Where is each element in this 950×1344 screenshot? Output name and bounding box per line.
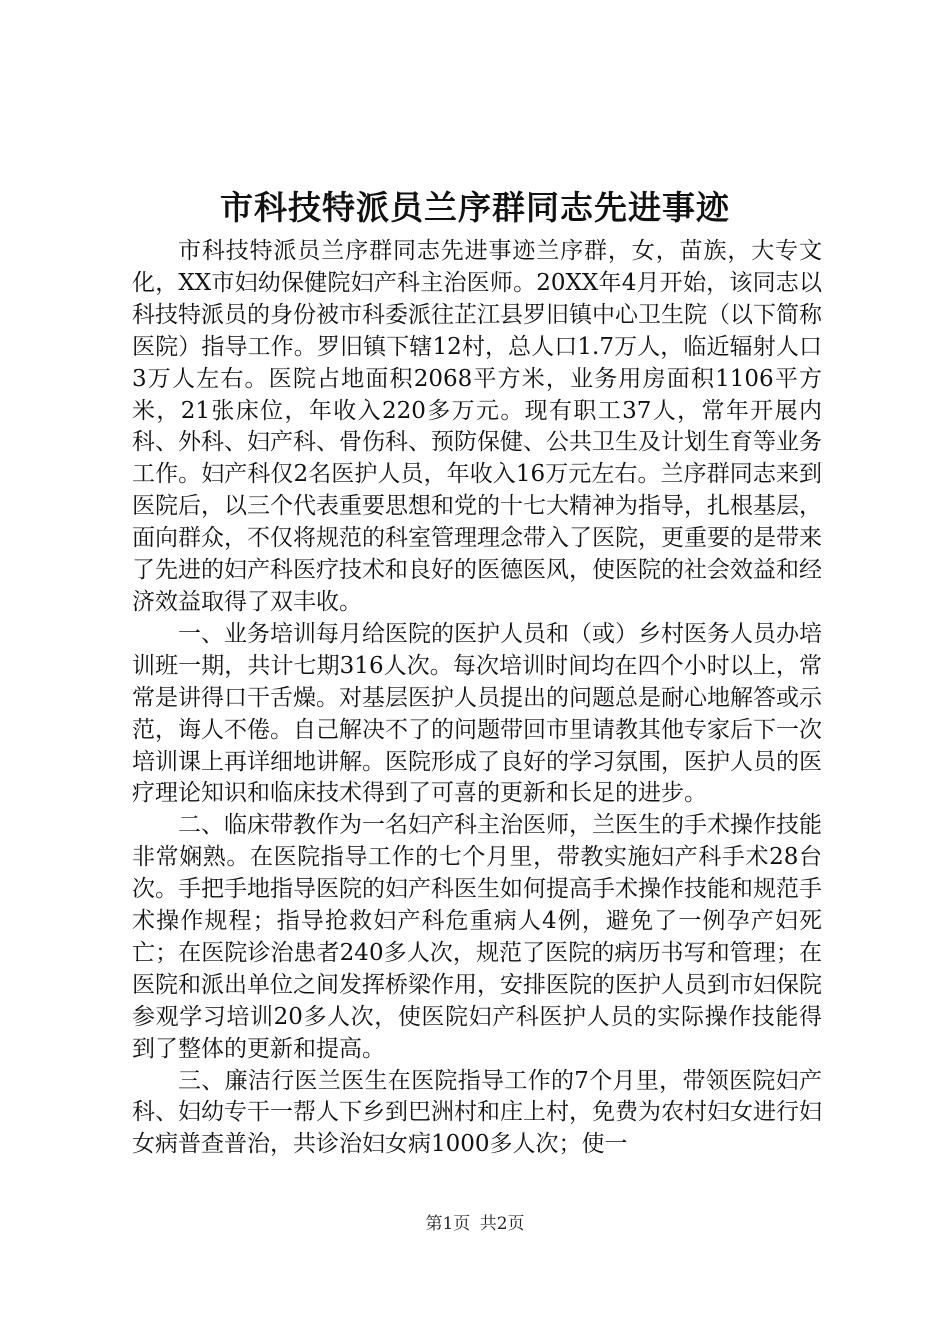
section-integrity-paragraph: 三、廉洁行医兰医生在医院指导工作的7个月里，带领医院妇产科、妇幼专干一帮人下乡到巴洲村和庄上村，免费为农村妇女进行妇女病普查普治，共诊治妇女病1000多人次；使一 [132,1067,822,1158]
document-title: 市科技特派员兰序群同志先进事迹 [220,188,730,227]
page-footer [0,1212,950,1236]
intro-paragraph: 市科技特派员兰序群同志先进事迹兰序群，女，苗族，大专文化，XX市妇幼保健院妇产科主治医师。20XX年4月开始，该同志以科技特派员的身份被市科委派往芷江县罗旧镇中心卫生院（以下简称医院）指导工作。罗旧镇下辖12村，总人口1.7万人，临近辐射人口3万人左右。医院占地面积2068平方米，业务用房面积1106平方米，21张床位，年收入220多万元。现有职工37人，常年开展内科、外科、妇产科、骨伤科、预防保健、公共卫生及计划生育等业务工作。妇产科仅2名医护人员，年收入16万元左右。兰序群同志来到医院后，以三个代表重要思想和党的十七大精神为指导，扎根基层，面向群众，不仅将规范的科室管理理念带入了医院，更重要的是带来了先进的妇产科医疗技术和良好的医德医风，使医院的社会效益和经济效益取得了双丰收。 [132,238,822,615]
page-number: 第1页 [425,1214,471,1234]
document-body [132,236,822,1161]
section-training-paragraph: 一、业务培训每月给医院的医护人员和（或）乡村医务人员办培训班一期，共计七期316人次。每次培训时间均在四个小时以上，常常是讲得口干舌燥。对基层医护人员提出的问题总是耐心地解答或示范，诲人不倦。自己解决不了的问题带回市里请教其他专家后下一次培训课上再详细地讲解。医院形成了良好的学习氛围，医护人员的医疗理论知识和临床技术得到了可喜的更新和长足的进步。 [132,620,822,807]
section-clinical-teaching-paragraph: 二、临床带教作为一名妇产科主治医师，兰医生的手术操作技能非常娴熟。在医院指导工作的七个月里，带教实施妇产科手术28台次。手把手地指导医院的妇产科医生如何提高手术操作技能和规范手术操作规程；指导抢救妇产科危重病人4例，避免了一例孕产妇死亡；在医院诊治患者240多人次，规范了医院的病历书写和管理；在医院和派出单位之间发挥桥梁作用，安排医院的医护人员到市妇保院参观学习培训20多人次，使医院妇产科医护人员的实际操作技能得到了整体的更新和提高。 [132,812,822,1062]
page-total: 共2页 [479,1214,525,1234]
